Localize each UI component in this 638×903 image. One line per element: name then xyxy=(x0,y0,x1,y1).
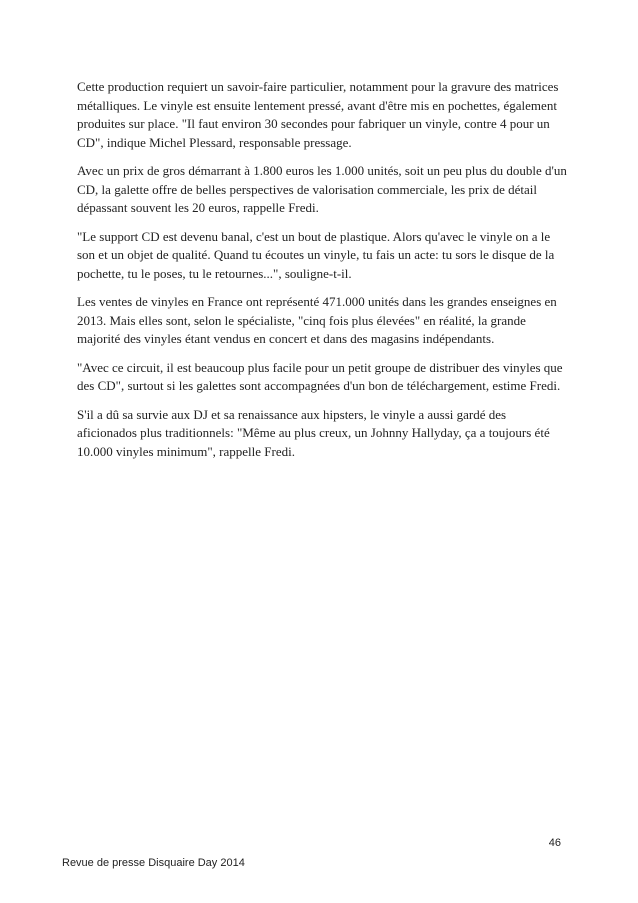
paragraph-5: "Avec ce circuit, il est beaucoup plus facile pour un petit groupe de distribuer des vinyles que des CD", surtout si les galettes sont accompagnées d'un bon de téléchargement, estime Fredi. xyxy=(77,359,563,393)
page-footer: Revue de presse Disquaire Day 2014 xyxy=(62,857,245,869)
paragraph-2: Avec un prix de gros démarrant à 1.800 euros les 1.000 unités, soit un peu plus du double d'un CD, la galette offre de belles perspectives de valorisation commerciale, les prix de détail dépassant souvent les 20 euros, rappelle Fredi. xyxy=(77,163,567,215)
paragraph-3: "Le support CD est devenu banal, c'est un bout de plastique. Alors qu'avec le vinyle on a le son et un objet de qualité. Quand tu écoutes un vinyle, tu fais un acte: tu sors le disque de la pochette, tu le poses, tu le retournes...", souligne-t-il. xyxy=(77,228,555,281)
paragraph-4: Les ventes de vinyles en France ont représenté 471.000 unités dans les grandes enseignes en 2013. Mais elles sont, selon le spécialiste, "cinq fois plus élevées" en réalité, la grande majorité des vinyles étant vendus en concert et dans des magasins indépendants. xyxy=(77,294,557,346)
paragraph-6: S'il a dû sa survie aux DJ et sa renaissance aux hipsters, le vinyle a aussi gardé des aficionados plus traditionnels: "Même au plus creux, un Johnny Hallyday, ça a toujours été 10.000 vinyles minimum", rappelle Fredi. xyxy=(77,406,550,459)
page-number: 46 xyxy=(548,837,561,849)
paragraph-1: Cette production requiert un savoir-faire particulier, notamment pour la gravure des matrices métalliques. Le vinyle est ensuite lentement pressé, avant d'être mis en pochettes, également produites sur place. "Il faut environ 30 secondes pour fabriquer un vinyle, contre 4 pour un CD", indique Michel Plessard, responsable pressage. xyxy=(77,79,559,150)
article-body xyxy=(77,78,567,471)
